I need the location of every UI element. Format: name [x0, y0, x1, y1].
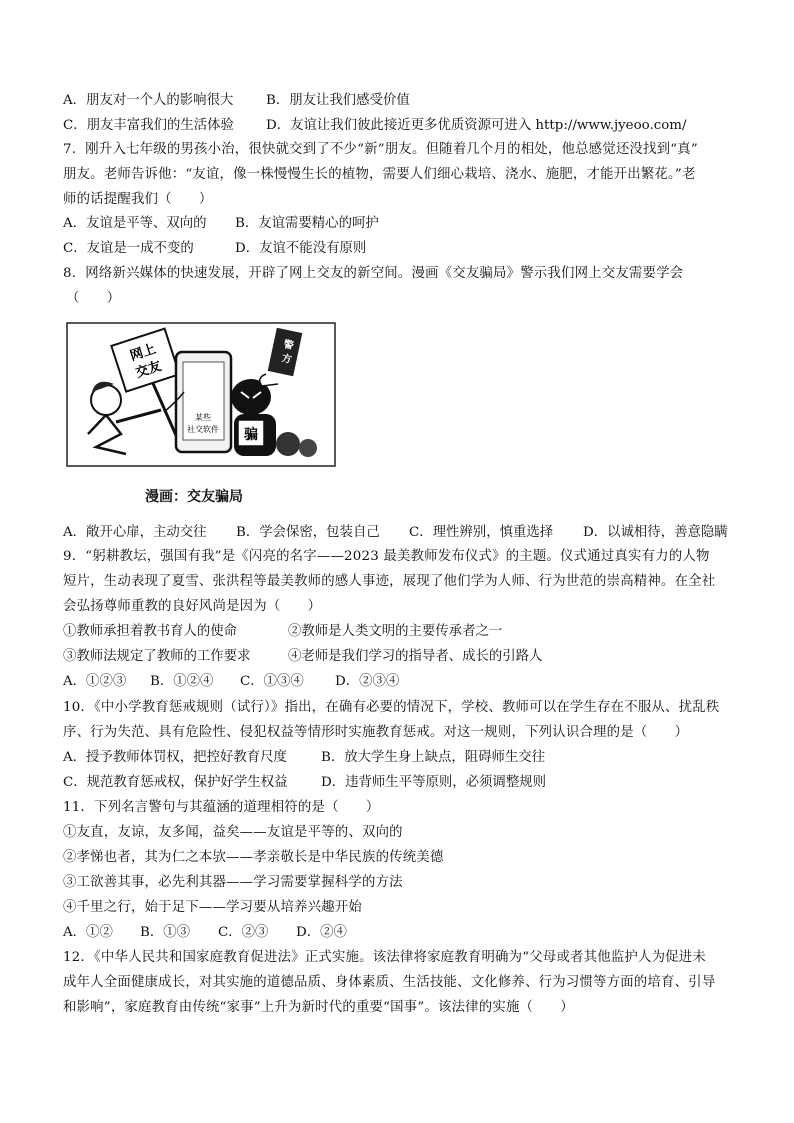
q10-option-d[interactable]: D．违背师生平等原则，必须调整规则 [321, 775, 546, 790]
q7-option-d[interactable]: D．友谊不能没有原则 [235, 241, 367, 256]
q11-option-d[interactable]: D．②④ [296, 925, 347, 940]
q11-option-c[interactable]: C．②③ [218, 925, 269, 940]
q9-statement-2: ②教师是人类文明的主要传承者之一 [288, 624, 503, 639]
q9-stem-line-2: 短片，生动表现了夏雪、张洪程等最美教师的感人事迹，展现了他们学为人师、行为世范的崇高精神。在全社 [63, 574, 716, 589]
screen-text-2: 社交软件 [187, 425, 219, 434]
q7-stem-line-2: 朋友。老师告诉他：“友谊，像一株慢慢生长的植物，需要人们细心栽培、浇水、施肥，才能开出繁花。”老 [63, 167, 696, 182]
phone-screen [176, 352, 231, 452]
q7-option-a[interactable]: A．友谊是平等、双向的 [63, 216, 207, 231]
screen-text-1: 某些 [195, 413, 211, 422]
q11-statement-2: ②孝悌也者，其为仁之本欤——孝亲敬长是中华民族的传统美德 [63, 850, 444, 865]
q10-option-a[interactable]: A．授予教师体罚权，把控好教育尺度 [63, 750, 287, 765]
q11-option-a[interactable]: A．①② [63, 925, 113, 940]
q12-stem-line-1: 12．《中华人民共和国家庭教育促进法》正式实施。该法律将家庭教育明确为“父母或者其他监护人为促进未 [63, 950, 706, 965]
q7-option-c[interactable]: C．友谊是一成不变的 [63, 241, 194, 256]
q8-stem-line-2: （ ） [66, 291, 121, 306]
q11-statement-4: ④千里之行，始于足下——学习要从培养兴趣开始 [63, 900, 362, 915]
q12-stem-line-2: 成年人全面健康成长，对其实施的道德品质、身体素质、生活技能、文化修养、行为习惯等方面的培育、引导 [63, 975, 716, 990]
q8-stem-line-1: 8．网络新兴媒体的快速发展，开辟了网上交友的新空间。漫画《交友骗局》警示我们网上交友需要学会 [63, 266, 684, 281]
q10-option-b[interactable]: B．放大学生身上缺点，阻碍师生交往 [321, 750, 546, 765]
q9-statement-4: ④老师是我们学习的指导者、成长的引路人 [288, 649, 543, 664]
q10-option-c[interactable]: C．规范教育惩戒权，保护好学生权益 [63, 775, 288, 790]
q9-option-c[interactable]: C．①③④ [240, 674, 304, 689]
cartoon-illustration [66, 322, 336, 467]
sign-text-1: 网上 [128, 341, 158, 365]
q7-stem-line-1: 7．刚升入七年级的男孩小治，很快就交到了不少“新”朋友。但随着几个月的相处，他总感觉还没找到“真” [63, 142, 698, 157]
q10-stem-line-2: 序、行为失范、具有危险性、侵犯权益等情形时实施教育惩戒。对这一规则，下列认识合理的是（ ） [63, 725, 689, 740]
q11-option-b[interactable]: B．①③ [140, 925, 191, 940]
bag-text: 骗 [244, 427, 258, 443]
q11-statement-3: ③工欲善其事，必先利其器——学习需要掌握科学的方法 [63, 875, 403, 890]
q6-option-c[interactable]: C．朋友丰富我们的生活体验 [63, 118, 234, 133]
q8-option-c[interactable]: C．理性辨别，慎重选择 [409, 525, 554, 540]
q7-option-b[interactable]: B．友谊需要精心的呵护 [235, 216, 379, 231]
sign-text-2: 交友 [133, 358, 164, 382]
q9-option-a[interactable]: A．①②③ [63, 674, 127, 689]
q6-option-b[interactable]: B．朋友让我们感受价值 [266, 93, 410, 108]
q8-option-a[interactable]: A．敞开心扉，主动交往 [63, 525, 207, 540]
q11-stem-line-1: 11．下列名言警句与其蕴涵的道理相符的是（ ） [63, 800, 380, 815]
q6-option-a[interactable]: A．朋友对一个人的影响很大 [63, 93, 234, 108]
q9-stem-line-3: 会弘扬尊师重教的良好风尚是因为（ ） [63, 599, 322, 614]
q6-option-d[interactable]: D．友谊让我们彼此接近更多优质资源可进入 http://www.jyeoo.com/ [266, 118, 687, 133]
police-text-2: 方 [280, 353, 293, 366]
q8-option-b[interactable]: B．学会保密，包装自己 [236, 525, 380, 540]
police-text-1: 警 [282, 339, 295, 352]
q9-option-d[interactable]: D．②③④ [335, 674, 400, 689]
q12-stem-line-3: 和影响”，家庭教育由传统“家事”上升为新时代的重要“国事”。该法律的实施（ ） [63, 1000, 574, 1015]
q9-stem-line-1: 9．“躬耕教坛，强国有我”是《闪亮的名字——2023 最美教师发布仪式》的主题。仪式通过真实有力的人物 [63, 549, 710, 564]
q9-statement-3: ③教师法规定了教师的工作要求 [63, 649, 251, 664]
q7-stem-line-3: 师的话提醒我们（ ） [63, 192, 213, 207]
q8-option-d[interactable]: D．以诚相待，善意隐瞒 [583, 525, 728, 540]
cartoon-caption: 漫画：交友骗局 [145, 489, 243, 505]
q11-statement-1: ①友直，友谅，友多闻，益矣——友谊是平等的、双向的 [63, 825, 403, 840]
q10-stem-line-1: 10．《中小学教育惩戒规则（试行）》指出，在确有必要的情况下，学校、教师可以在学生存在不服从、扰乱秩 [63, 700, 720, 715]
q9-statement-1: ①教师承担着教书育人的使命 [63, 624, 238, 639]
q9-option-b[interactable]: B．①②④ [150, 674, 214, 689]
